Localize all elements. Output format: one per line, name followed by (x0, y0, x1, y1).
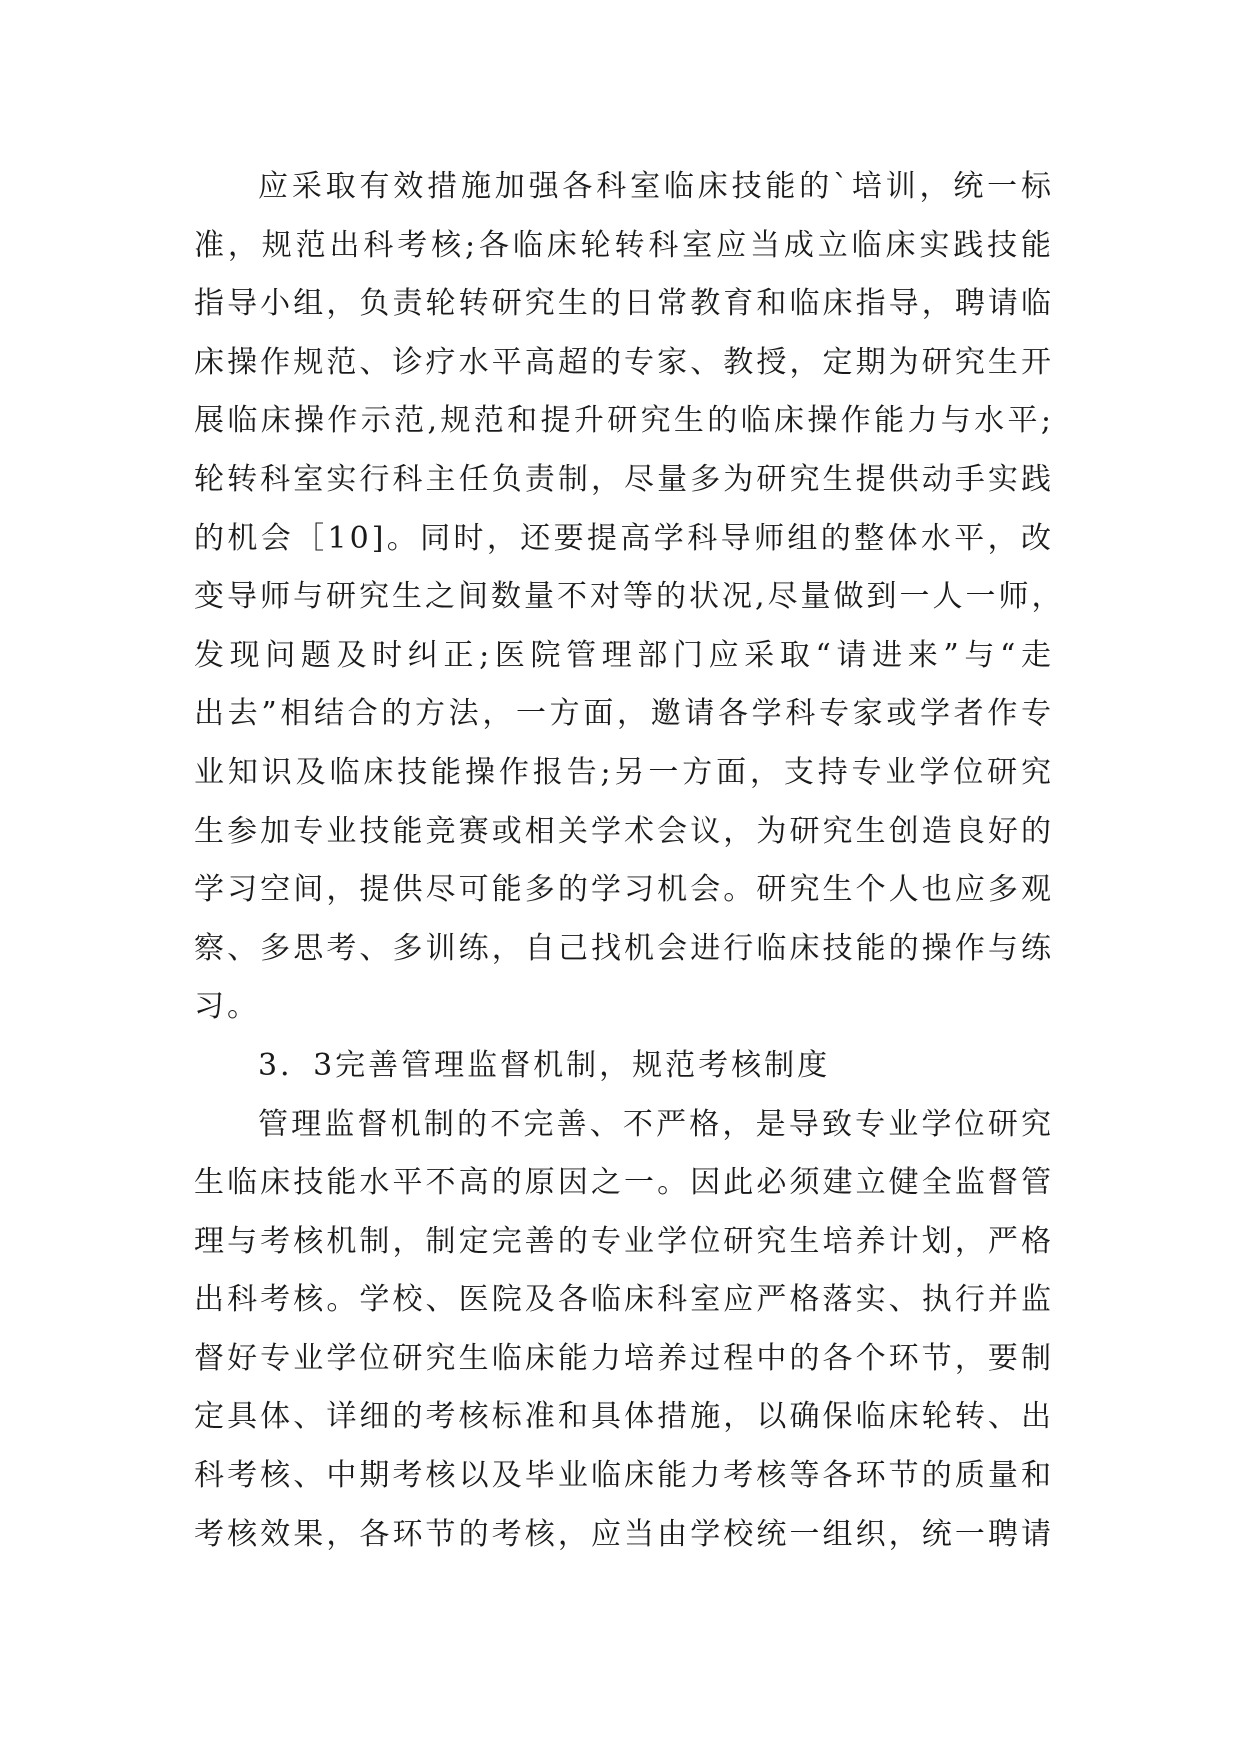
paragraph-line: 业知识及临床技能操作报告;另一方面，支持专业学位研究 (194, 754, 1054, 790)
body-text (194, 158, 1065, 1564)
paragraph-line: 察、多思考、多训练，自己找机会进行临床技能的操作与练 (194, 930, 1054, 966)
paragraph-line: 出科考核。学校、医院及各临床科室应严格落实、执行并监 (194, 1282, 1054, 1318)
paragraph-line: 的机会［10]。同时，还要提高学科导师组的整体水平，改 (194, 520, 1054, 556)
paragraph-line: 发现问题及时纠正;医院管理部门应采取“请进来”与“走 (194, 637, 1054, 673)
paragraph-line: 考核效果，各环节的考核，应当由学校统一组织，统一聘请 (194, 1516, 1054, 1552)
paragraph-line: 管理监督机制的不完善、不严格，是导致专业学位研究 (258, 1106, 1054, 1142)
paragraph-line: 习。 (194, 989, 260, 1025)
paragraph-line: 理与考核机制，制定完善的专业学位研究生培养计划，严格 (194, 1223, 1054, 1259)
paragraph-line: 准，规范出科考核;各临床轮转科室应当成立临床实践技能 (194, 227, 1054, 263)
paragraph-line: 定具体、详细的考核标准和具体措施，以确保临床轮转、出 (194, 1399, 1054, 1435)
paragraph-line: 生临床技能水平不高的原因之一。因此必须建立健全监督管 (194, 1165, 1054, 1201)
paragraph-line: 督好专业学位研究生临床能力培养过程中的各个环节，要制 (194, 1340, 1054, 1376)
paragraph-line: 学习空间，提供尽可能多的学习机会。研究生个人也应多观 (194, 872, 1054, 908)
paragraph-line: 展临床操作示范,规范和提升研究生的临床操作能力与水平; (194, 403, 1054, 439)
paragraph-line: 出去”相结合的方法，一方面，邀请各学科专家或学者作专 (194, 696, 1054, 732)
paragraph-line: 变导师与研究生之间数量不对等的状况,尽量做到一人一师， (194, 579, 1065, 615)
paragraph-line: 科考核、中期考核以及毕业临床能力考核等各环节的质量和 (194, 1458, 1054, 1494)
paragraph-line: 生参加专业技能竞赛或相关学术会议，为研究生创造良好的 (194, 813, 1054, 849)
paragraph-line: 轮转科室实行科主任负责制，尽量多为研究生提供动手实践 (194, 461, 1054, 497)
paragraph-line: 应采取有效措施加强各科室临床技能的`培训，统一标 (258, 169, 1054, 204)
paragraph-line: 床操作规范、诊疗水平高超的专家、教授，定期为研究生开 (194, 344, 1054, 380)
paragraph-line: 指导小组，负责轮转研究生的日常教育和临床指导，聘请临 (194, 286, 1054, 322)
section-heading: 3．3完善管理监督机制，规范考核制度 (258, 1047, 831, 1083)
